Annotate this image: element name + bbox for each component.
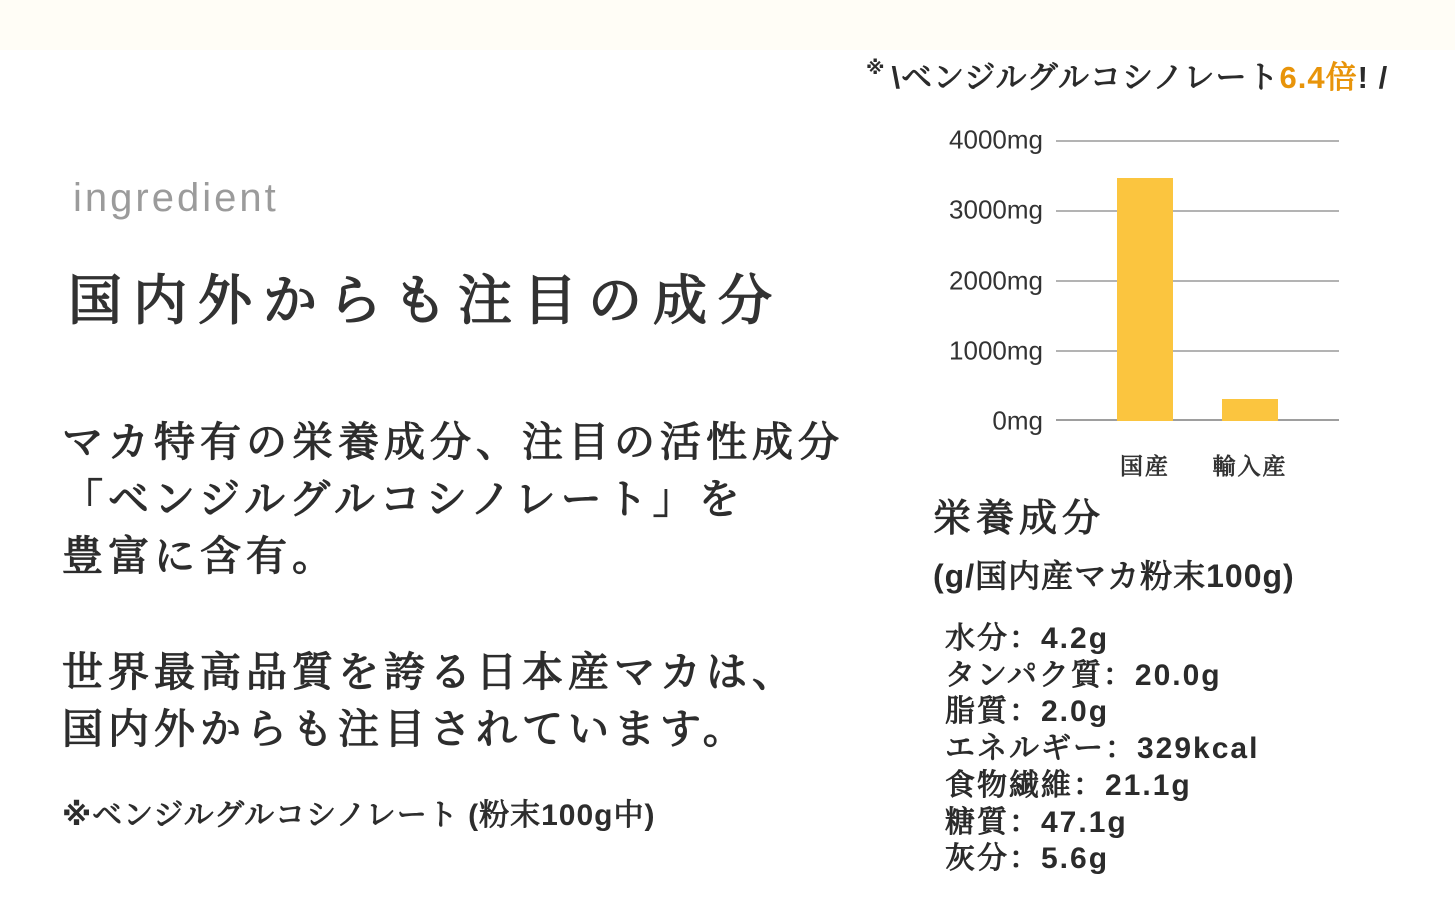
gridline-2000mg [1056,280,1339,282]
text-line: 豊富に含有。 [62,533,338,579]
chart-plot-area [1056,140,1339,421]
bar-imported [1222,399,1278,421]
gridline-3000mg [1056,210,1339,212]
glucosinolate-bar-chart [930,118,1360,478]
gridline-1000mg [1056,350,1339,352]
nutrition-list [945,621,1295,878]
y-axis-tick: 3000mg [949,194,1043,225]
nutrition-item-ash: 灰分：5.6g [945,842,1110,876]
x-axis-label-domestic: 国産 [1120,453,1170,479]
nutrition-item-sugar: 糖質：47.1g [945,805,1128,839]
x-axis-label-imported: 輸入産 [1212,453,1288,479]
chart-title [866,52,1388,97]
y-axis-tick: 0mg [992,405,1043,436]
nutrition-subtitle: (g/国内産マカ粉末100g) [933,558,1295,594]
text-line: 国内外からも注目されています。 [62,706,749,752]
intro-paragraph [62,414,844,585]
reference-mark: ※ [866,58,886,79]
chart-title-prefix: \ベンジルグルコシノレート [891,60,1280,95]
gridline-4000mg [1056,140,1339,142]
quality-paragraph [62,644,798,758]
top-strip [0,0,1455,50]
nutrition-item-fiber: 食物繊維：21.1g [945,768,1192,802]
text-line: 「ベンジルグルコシノレート」を [62,476,745,522]
chart-title-highlight: 6.4倍 [1279,60,1358,95]
text-line: マカ特有の栄養成分、注目の活性成分 [62,419,844,465]
nutrition-item-protein: タンパク質：20.0g [945,658,1222,692]
chart-title-suffix: ! / [1357,60,1389,95]
nutrition-item-energy: エネルギー：329kcal [945,732,1260,766]
y-axis-tick: 2000mg [949,265,1043,296]
y-axis-tick: 4000mg [949,124,1043,155]
section-eyebrow: ingredient [73,176,279,220]
chart-footnote: ※ベンジルグルコシノレート (粉末100g中) [62,799,656,832]
bar-domestic [1117,178,1173,421]
nutrition-item-moisture: 水分：4.2g [945,622,1110,655]
x-axis-baseline [1056,419,1339,421]
y-axis-tick: 1000mg [949,335,1043,366]
section-heading: 国内外からも注目の成分 [68,271,783,331]
text-line: 世界最高品質を誇る日本産マカは、 [62,649,798,695]
nutrition-item-fat: 脂質：2.0g [945,695,1110,729]
nutrition-facts [933,487,1295,878]
nutrition-title: 栄養成分 [933,498,1106,540]
